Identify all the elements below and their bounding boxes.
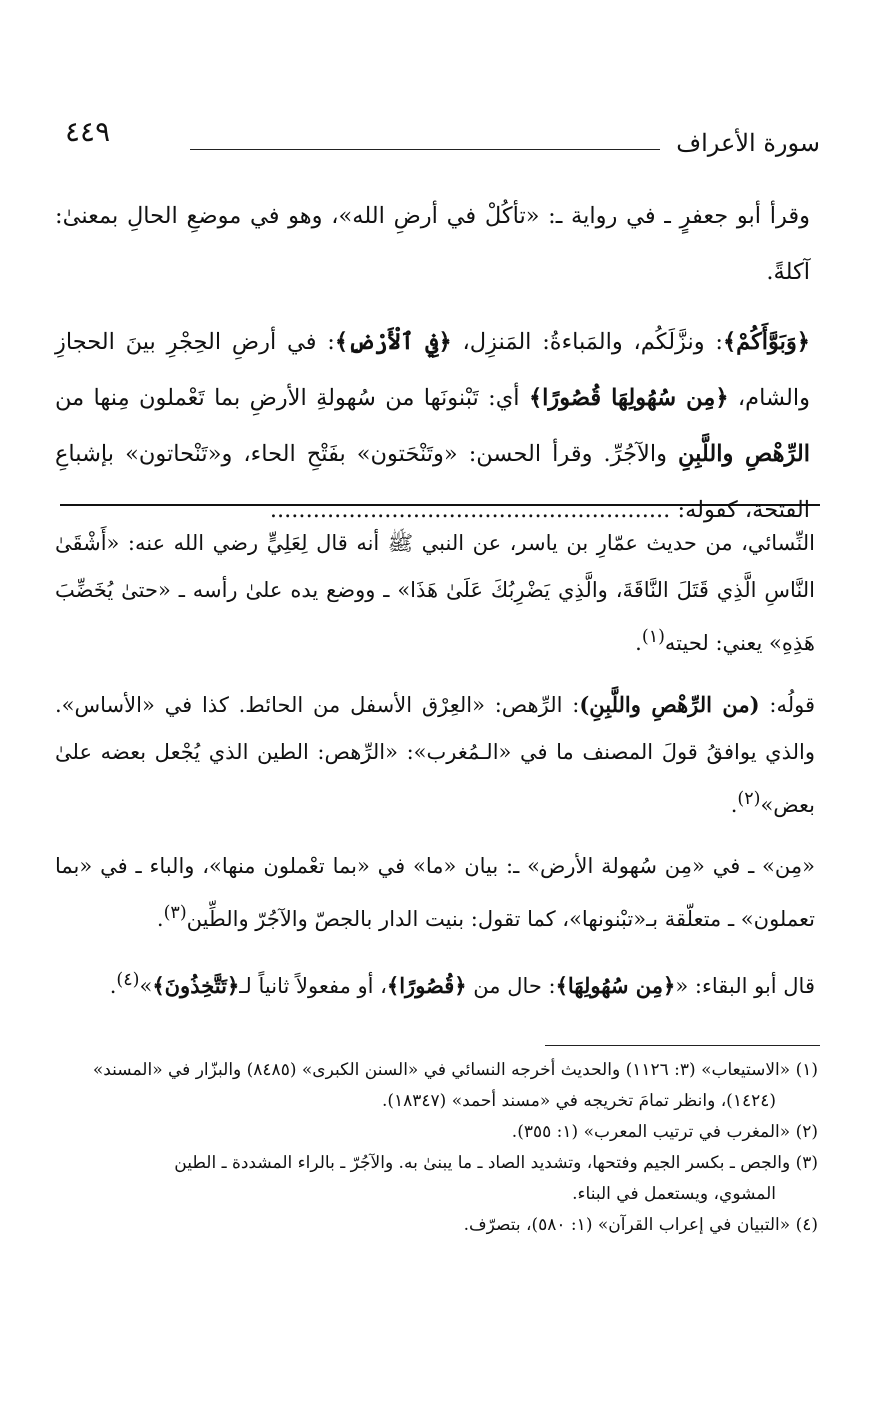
page-number: ٤٤٩	[65, 115, 111, 148]
header-rule	[190, 149, 660, 150]
quran-quote: ﴿فِي ٱلْأَرْضِ﴾	[334, 329, 452, 355]
main-text	[55, 188, 810, 538]
commentary-text	[55, 520, 815, 1010]
main-paragraph-1: وقرأ أبو جعفرٍ ـ في رواية ـ: «تأكُلْ في أرضِ الله»، وهو في موضعِ الحالِ بمعنىٰ: آكلةً.	[55, 203, 810, 285]
footnote-3-cont: المشوي، ويستعمل في البناء.	[572, 1184, 776, 1204]
bold-term: الرِّهْصِ واللَّبِنِ	[677, 441, 811, 467]
page-header	[60, 115, 820, 165]
bold-term: (من الرِّهْصِ واللَّبِنِ)	[579, 692, 760, 717]
footnote-3: (٣) والجص ـ بكسر الجيم وفتحها، وتشديد الصاد ـ ما يبنىٰ به. والآجُرّ ـ بالراء المشددة ـ الطين	[174, 1153, 818, 1173]
quran-quote: ﴿تَتَّخِذُونَ﴾	[152, 973, 240, 998]
footnote-2: (٢) «المغرب في ترتيب المعرب» (١: ٣٥٥).	[511, 1122, 818, 1142]
footnote-1-cont: (١٤٢٤)، وانظر تمامَ تخريجه في «مسند أحمد» (١٨٣٤٧).	[381, 1091, 776, 1111]
footnote-ref: (٣)	[163, 903, 187, 923]
footnote-ref: (٤)	[116, 970, 140, 990]
ellipsis-dots: ........................................................	[269, 497, 671, 523]
text-divider	[60, 504, 820, 506]
commentary-paragraph-3: «مِن» ـ في «مِن سُهولة الأرض» ـ: بيان «ما» في «بما تعْملون منها»، والباء ـ في «بما تعملون» ـ متعلّقة بـ«تبْنونها»، كما تقول: بنيت الدار بالجصّ والآجُرّ والطِّين$^{(٣)}$.	[55, 854, 815, 931]
quran-quote: ﴿وَبَوَّأَكُمْ﴾	[722, 329, 810, 355]
footnote-4: (٤) «التبيان في إعراب القرآن» (١: ٥٨٠)، بتصرّف.	[463, 1215, 818, 1235]
quran-quote: ﴿مِن سُهُولِهَا﴾	[555, 973, 676, 998]
footnote-ref: (١)	[641, 627, 665, 647]
commentary-paragraph-1: النِّسائي، من حديث عمّارِ بن ياسر، عن النبي ﷺ أنه قال لِعَلِيٍّ رضي الله عنه: «أَشْقَىٰ النَّاسِ الَّذِي قَتَلَ النَّاقَةَ، والَّذِي يَضْرِبُكَ عَلَىٰ هَذَا» ـ ووضع يده علىٰ رأسه ـ «حتىٰ يُخَضِّبَ هَذِهِ» يعني: لحيته$^{(١)}$.	[55, 531, 815, 655]
footnotes	[58, 1055, 818, 1241]
quran-quote: ﴿مِن سُهُولِهَا قُصُورًا﴾	[528, 385, 729, 411]
commentary-paragraph-4: قال أبو البقاء: «﴿مِن سُهُولِهَا﴾: حال من ﴿قُصُورًا﴾، أو مفعولاً ثانياً لـ﴿تَتَّخِذُونَ﴾»$^{(٤)}$.	[109, 970, 815, 998]
footnote-rule	[545, 1045, 820, 1046]
footnote-ref: (٢)	[737, 789, 761, 809]
surah-title: سورة الأعراف	[676, 129, 820, 157]
quran-quote: ﴿قُصُورًا﴾	[386, 973, 467, 998]
commentary-paragraph-2: قولُه: (من الرِّهْصِ واللَّبِنِ): الرِّهص: «العِرْق الأسفل من الحائط. كذا في «الأساس». والذي يوافقُ قولَ المصنف ما في «الـمُغرب»: «الرِّهص: الطين الذي يُجْعل بعضه علىٰ بعض»$^{(٢)}$.	[55, 692, 816, 817]
footnote-1: (١) «الاستيعاب» (٣: ١١٢٦) والحديث أخرجه النسائي في «السنن الكبرى» (٨٤٨٥) والبزّار في «المسند»	[92, 1060, 818, 1080]
main-paragraph-2: ﴿وَبَوَّأَكُمْ﴾: ونزَّلَكُم، والمَباءةُ: المَنزِل، ﴿فِي ٱلْأَرْضِ﴾: في أرضِ الحِجْرِ بينَ الحجازِ والشام، ﴿مِن سُهُولِهَا قُصُورًا﴾ أي: تَبْنونَها من سُهولةِ الأرضِ بما تَعْملون مِنها من الرِّهْصِ واللَّبِنِ والآجُرِّ. وقرأ الحسن: «وتَنْحَتون» بفَتْحِ الحاء، و«تَنْحاتون» بإشباعِ الفتحة، كقوله: ........................................................	[55, 329, 811, 523]
